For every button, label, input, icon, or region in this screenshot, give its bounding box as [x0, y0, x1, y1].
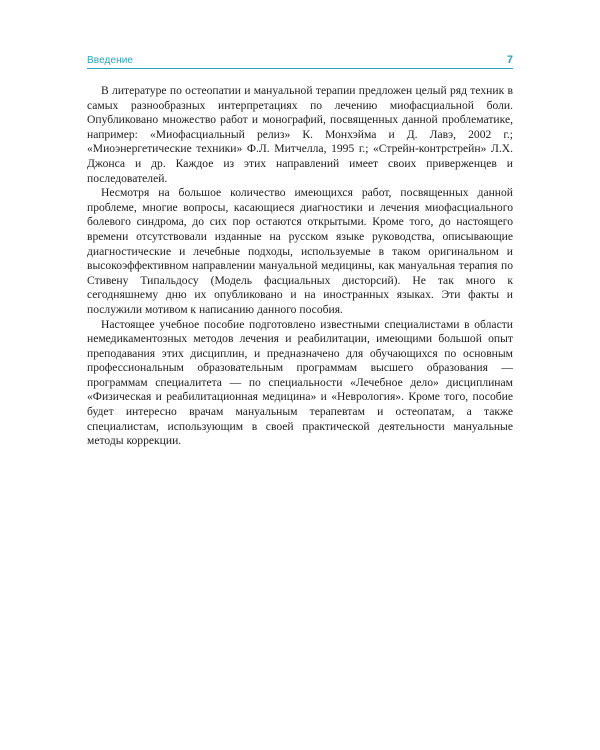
page-number: 7	[506, 54, 513, 66]
paragraph-3: Настоящее учебное пособие подготовлено известными специалистами в области немедикаментозных методов лечения и реабилитации, имеющими большой опыт преподавания этих дисциплин, и предназначено для обучающихся по основным профессиональным образовательным программам высшего образования — программам специалитета — по специальности «Лечебное дело» дисциплинам «Физическая и реабилитационная медицина» и «Неврология». Кроме того, пособие будет интересно врачам мануальным терапевтам и остеопатам, а также специалистам, использующим в своей практической деятельности мануальные методы коррекции.	[87, 317, 513, 448]
running-header	[87, 52, 513, 69]
section-title: Введение	[87, 55, 134, 66]
body-text	[87, 84, 513, 449]
paragraph-2: Несмотря на большое количество имеющихся работ, посвященных данной проблеме, многие вопросы, касающиеся диагностики и лечения миофасциального болевого синдрома, до сих пор остаются открытыми. Кроме того, до настоящего времени отсутствовали изданные на русском языке руководства, описывающие диагностические и лечебные подходы, используемые в таком оригинальном и высокоэффективном направлении мануальной медицины, как мануальная терапия по Стивену Типальдосу (Модель фасциальных дисторсий). Не так много к сегодняшнему дню их опубликовано и на иностранных языках. Эти факты и послужили мотивом к написанию данного пособия.	[87, 186, 513, 316]
paragraph-1: В литературе по остеопатии и мануальной терапии предложен целый ряд техник в самых разнообразных интерпретациях по лечению миофасциальной боли. Опубликовано множество работ и монографий, посвященных данной проблематике, например: «Миофасциальный релиз» К. Монхэйма и Д. Лавэ, 2002 г.; «Миоэнергетические техники» Ф.Л. Митчелла, 1995 г.; «Стрейн-контрстрейн» Л.Х. Джонса и др. Каждое из этих направлений имеет своих приверженцев и последователей.	[87, 84, 513, 185]
